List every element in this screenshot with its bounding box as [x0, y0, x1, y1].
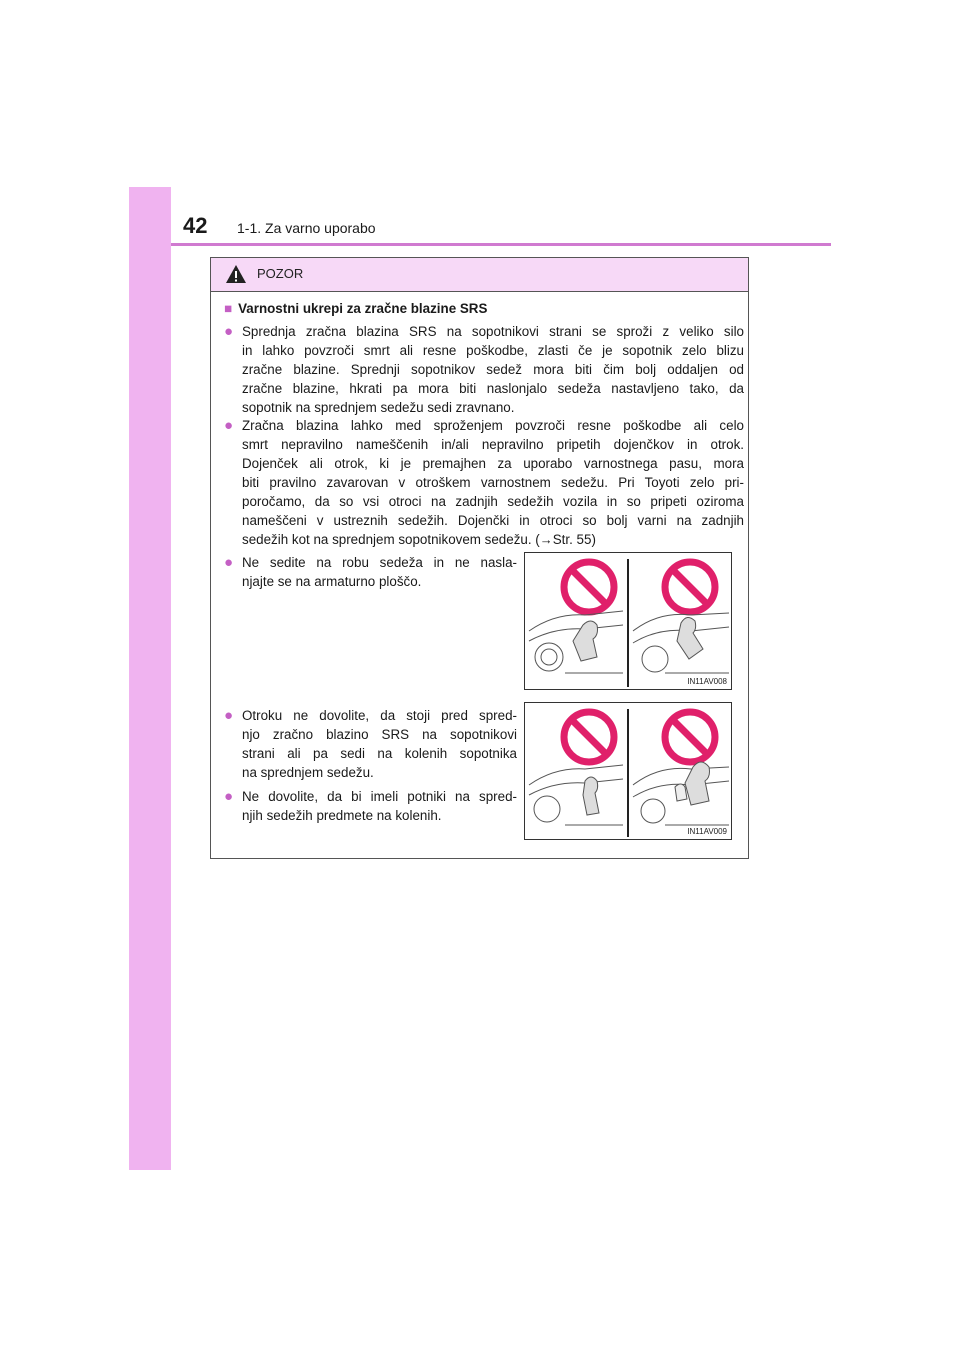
- circle-bullet-icon: ●: [224, 707, 234, 724]
- illustration-drawing: [525, 553, 731, 689]
- header-rule: [171, 243, 831, 246]
- circle-bullet-icon: ●: [224, 788, 234, 805]
- list-item: ● Ne dovolite, da bi imeli potniki na spred- njih sedežih predmete na kolenih.: [224, 788, 517, 823]
- list-item: ● Zračna blazina lahko med sproženjem povzroči resne poškodbe ali celo smrt nepravilno nameščenih in/ali nepravilno pripetih dojenčkov in otrok. Dojenček ali otrok, ki je premajhen za uporabo varnostnega pasu, mora biti pravilno zavarovan v otroškem varnostnem sedežu. Pri Toyoti zelo pri- poročamo, da so vsi otroci na zadnjih sedežih vozila in so pripeti oziroma nameščeni v ustreznih sedežih. Dojenčki in otroci so bolj varni na zadnjih sedežih kot na sprednjem sopotnikovem sedežu. (→Str. 55): [224, 417, 744, 547]
- list-item: ● Ne sedite na robu sedeža in ne nasla- njajte se na armaturno ploščo.: [224, 554, 517, 589]
- circle-bullet-icon: ●: [224, 323, 234, 340]
- arrow-icon: →: [539, 532, 553, 547]
- illustration-drawing: [525, 703, 731, 839]
- figure-code: IN11AV008: [687, 677, 727, 686]
- prohibition-icon: [665, 712, 715, 762]
- illustration-child-standing: [524, 702, 732, 840]
- section-title: 1-1. Za varno uporabo: [237, 220, 376, 236]
- illustration-sitting-on-edge: [524, 552, 732, 690]
- prohibition-icon: [564, 712, 614, 762]
- warning-box: [210, 257, 749, 859]
- figure-code: IN11AV009: [687, 827, 727, 836]
- list-item: ● Otroku ne dovolite, da stoji pred spred- njo zračno blazino SRS na sopotnikovi strani ali pa sedi na kolenih sopotnika na sprednjem sedežu.: [224, 707, 517, 780]
- sub-heading: ■ Varnostni ukrepi za zračne blazine SRS: [224, 301, 488, 316]
- square-bullet-icon: ■: [224, 301, 233, 316]
- prohibition-icon: [665, 562, 715, 612]
- prohibition-icon: [564, 562, 614, 612]
- warning-label: POZOR: [257, 266, 304, 281]
- circle-bullet-icon: ●: [224, 554, 234, 571]
- circle-bullet-icon: ●: [224, 417, 234, 434]
- page-number: 42: [183, 213, 208, 238]
- side-tab: [129, 187, 171, 1170]
- warning-header: [211, 258, 748, 292]
- list-item: ● Sprednja zračna blazina SRS na sopotnikovi strani se sproži z veliko silo in lahko povzroči smrt ali resne poškodbe, zlasti če je sopotnik zelo blizu zračne blazine. Sprednji sopotnikov sedež mora biti čim bolj oddaljen od zračne blazine, hkrati pa mora biti naslonjalo sedeža nastavljeno tako, da sopotnik na sprednjem sedežu sedi zravnano.: [224, 323, 744, 415]
- warning-triangle-icon: [225, 264, 247, 284]
